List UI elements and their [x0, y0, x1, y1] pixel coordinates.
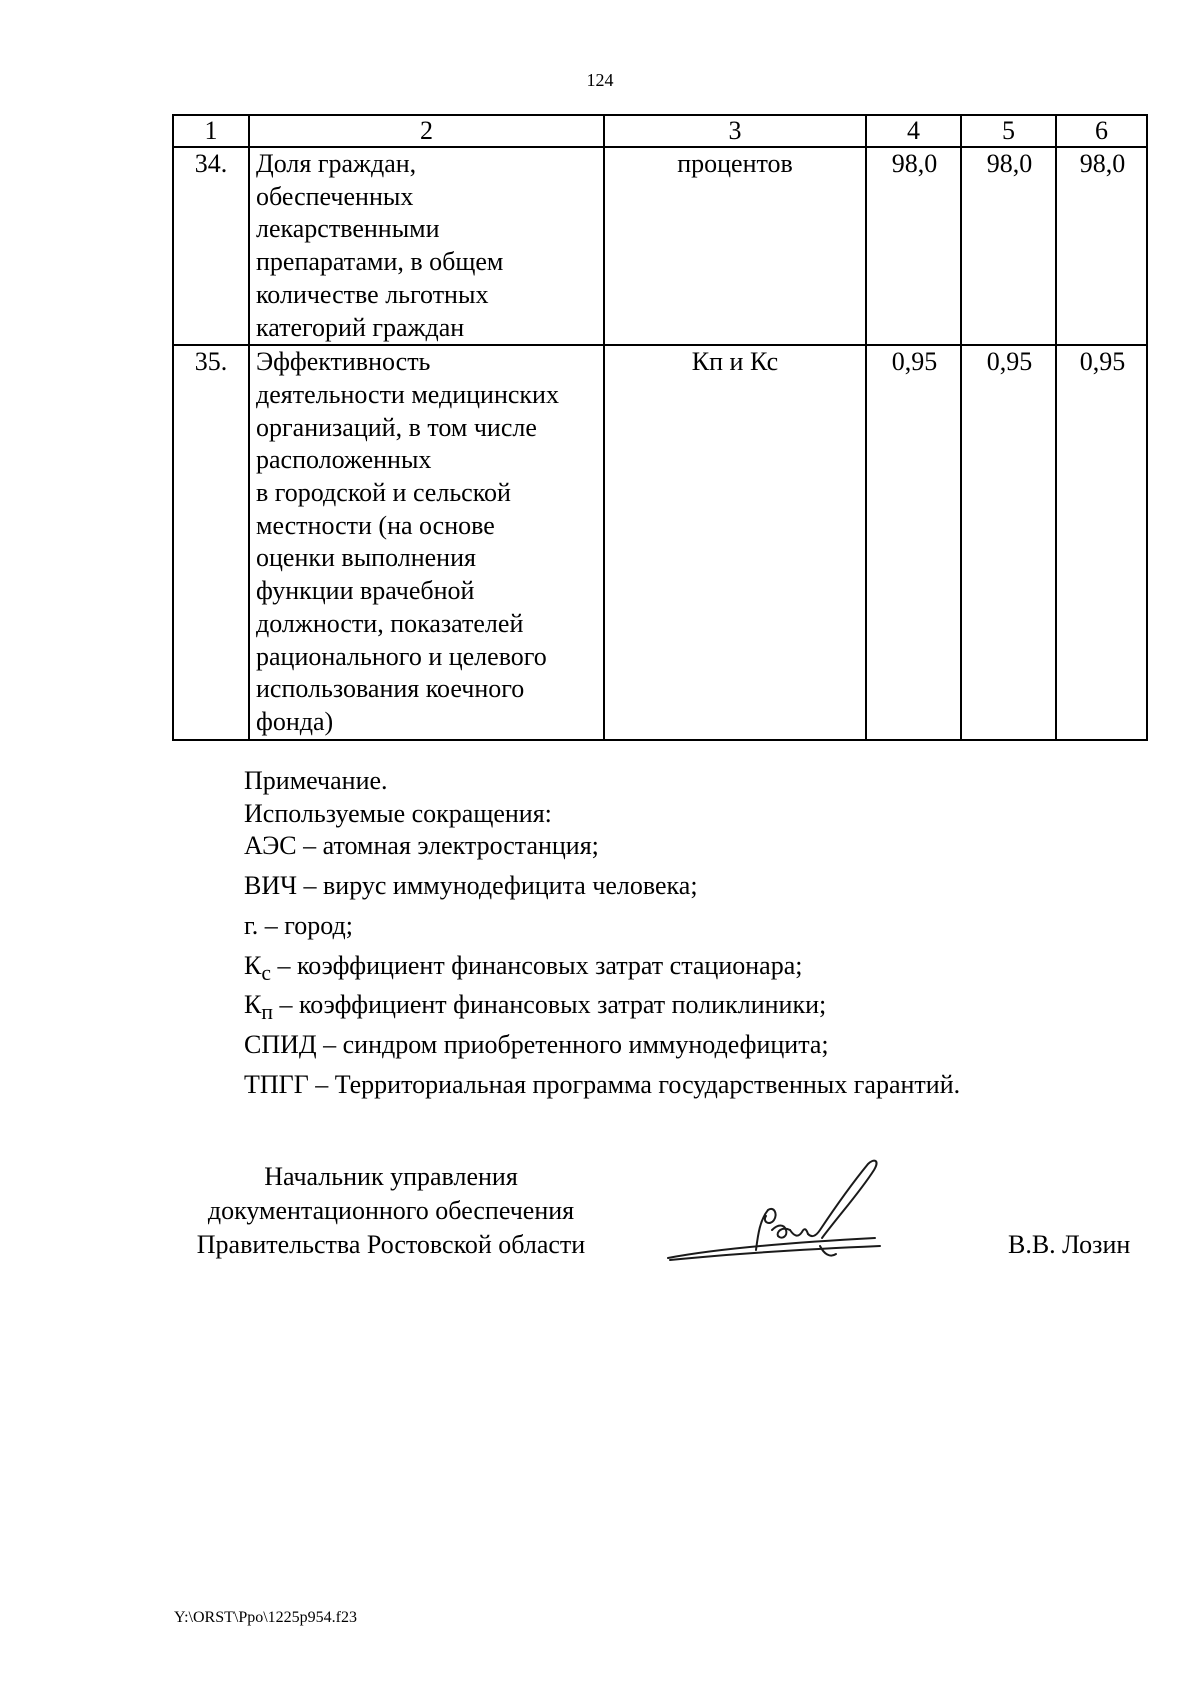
indicator-name-line: оценки выполнения: [256, 543, 476, 573]
abbreviation-item: [244, 830, 960, 870]
indicator-name-line: Эффективность: [256, 347, 431, 377]
abbreviation: К: [244, 990, 262, 1020]
indicator-name-line: лекарственными: [256, 214, 440, 244]
abbreviation: СПИД: [244, 1030, 317, 1060]
abbreviation-item: [244, 910, 960, 950]
value-cell-5: 0,95: [961, 345, 1056, 739]
abbreviation-meaning: – синдром приобретенного иммунодефицита;: [316, 1030, 829, 1060]
abbreviation-item: [244, 950, 960, 990]
abbreviation-meaning: – атомная электростанция;: [296, 831, 599, 861]
notes-section: [244, 765, 960, 1109]
signer-position-line: Правительства Ростовской области: [196, 1230, 586, 1259]
abbreviation-meaning: – вирус иммунодефицита человека;: [297, 870, 698, 900]
indicator-name-line: функции врачебной: [256, 576, 475, 606]
indicator-name-line: расположенных: [256, 445, 432, 475]
abbreviation-meaning: – коэффициент финансовых затрат стационара;: [270, 950, 803, 980]
notes-subtitle: Используемые сокращения:: [244, 798, 552, 828]
header-cell: 2: [249, 115, 604, 147]
page-number: 124: [586, 70, 614, 90]
abbreviation: АЭС: [244, 831, 297, 861]
indicator-name-line: Доля граждан,: [256, 149, 417, 178]
value-cell-6: 0,95: [1056, 345, 1147, 739]
row-number: 34.: [173, 147, 249, 345]
indicator-name-line: должности, показателей: [256, 608, 524, 638]
indicator-name-line: рационального и целевого: [256, 641, 547, 671]
abbreviation-item: [244, 1029, 960, 1069]
signer-position-line: Начальник управления: [264, 1162, 518, 1191]
abbreviation-item: [244, 989, 960, 1029]
indicator-name-line: фонда): [256, 706, 334, 736]
abbreviation-subscript: п: [261, 1000, 273, 1025]
abbreviation: ТПГГ: [244, 1069, 309, 1099]
indicator-name-line: местности (на основе: [256, 510, 495, 540]
value-cell-4: 0,95: [866, 345, 961, 739]
indicator-name-line: в городской и сельской: [256, 478, 511, 508]
indicator-name: [249, 345, 604, 739]
header-cell: 3: [604, 115, 866, 147]
indicator-name-line: препаратами, в общем: [256, 247, 504, 277]
indicator-name-line: использования коечного: [256, 674, 525, 704]
indicator-name-line: категорий граждан: [256, 312, 465, 342]
header-cell: 4: [866, 115, 961, 147]
abbreviation-item: [244, 1069, 960, 1109]
abbreviation: г.: [244, 910, 259, 940]
value-cell-6: 98,0: [1056, 147, 1147, 345]
unit-cell: процентов: [604, 147, 866, 345]
indicators-table: [172, 114, 1148, 741]
notes-title: Примечание.: [244, 766, 388, 795]
unit-cell: Кп и Кс: [604, 345, 866, 739]
row-number: 35.: [173, 345, 249, 739]
header-cell: 6: [1056, 115, 1147, 147]
abbreviation-item: [244, 870, 960, 910]
table-row: [173, 345, 1147, 739]
table-header-row: [173, 115, 1147, 147]
signer-position-line: документационного обеспечения: [207, 1196, 575, 1225]
indicator-name-line: деятельности медицинских: [256, 379, 559, 409]
file-path: Y:\ORST\Ppo\1225p954.f23: [174, 1609, 357, 1626]
indicator-name: [249, 147, 604, 345]
indicator-name-line: организаций, в том числе: [256, 412, 537, 442]
value-cell-5: 98,0: [961, 147, 1056, 345]
value-cell-4: 98,0: [866, 147, 961, 345]
header-cell: 1: [173, 115, 249, 147]
indicator-name-line: количестве льготных: [256, 279, 489, 309]
signer-position: [172, 1160, 610, 1262]
header-cell: 5: [961, 115, 1056, 147]
handwritten-signature: [660, 1150, 960, 1280]
abbreviation-meaning: – коэффициент финансовых затрат поликлиники;: [272, 990, 827, 1020]
abbreviation-meaning: – город;: [258, 910, 353, 940]
abbreviation-meaning: – Территориальная программа государственных гарантий.: [308, 1069, 961, 1099]
signer-name: В.В. Лозин: [1008, 1230, 1131, 1259]
abbreviation: К: [244, 950, 262, 980]
indicator-name-line: обеспеченных: [256, 181, 414, 211]
abbreviation-subscript: с: [261, 960, 271, 985]
table-row: [173, 147, 1147, 345]
abbreviation: ВИЧ: [244, 870, 298, 900]
